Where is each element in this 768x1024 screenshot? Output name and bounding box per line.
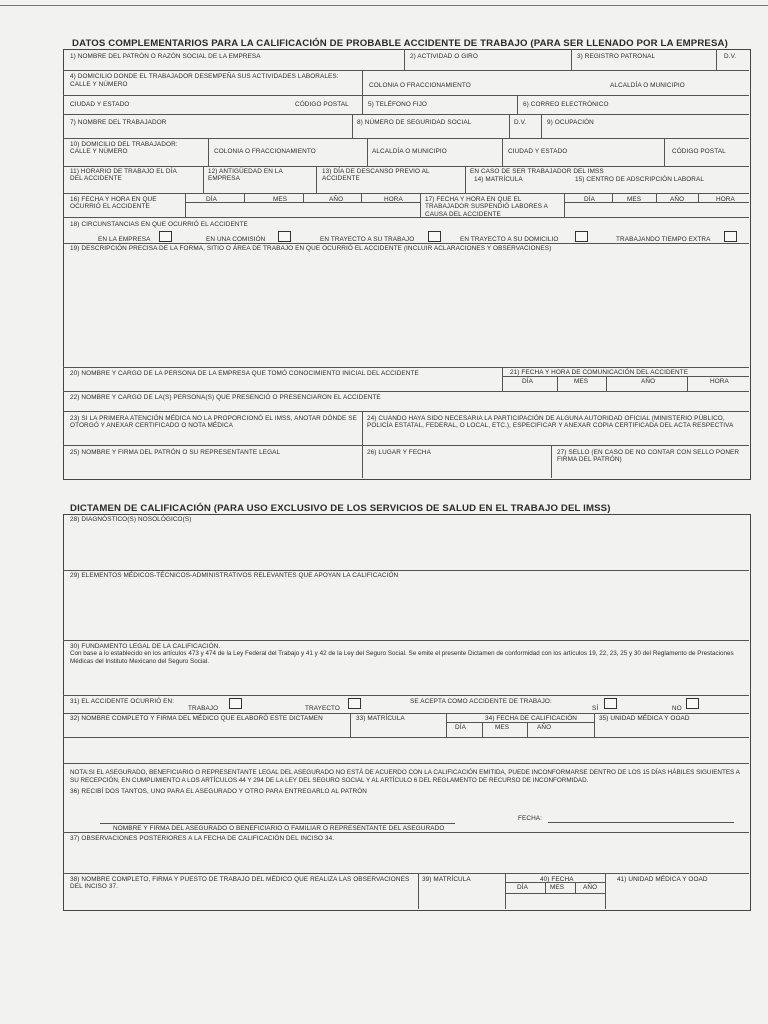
colonia2-label: COLONIA O FRACCIONAMIENTO [214,148,316,155]
nota-text: NOTA:SI EL ASEGURADO, BENEFICIARIO O REPRESENTANTE LEGAL DEL ASEGURADO NO ESTÁ DE ACUERDO CON LA CALIFICACIÓN EMITIDA, PUEDE INCONFORMARSE DENTRO DE LOS 15 DÍAS HÁBILES SIGUIENTES A SU RECEPCIÓN, EN CUMPLIMIENTO A LOS ARTÍCULOS 44 Y 294 DE LA LEY DEL SEGURO SOCIAL Y AL ARTÍCULO 6 DEL REGLAMENTO DE RECURSO DE INCONFORMIDAD. [70,769,740,784]
field-33-label: 33) MATRÍCULA [356,715,405,722]
field-9-label: 9) OCUPACIÓN [547,119,594,126]
field-23-label: 23) SI LA PRIMERA ATENCIÓN MÉDICA NO LA PROPORCIONÓ EL IMSS, ANOTAR DÓNDE SE OTORGÓ Y ANEXAR CERTIFICADO O NOTA MÉDICA [70,415,357,430]
acepta-label: SE ACEPTA COMO ACCIDENTE DE TRABAJO: [410,698,552,705]
field-25-label: 25) NOMBRE Y FIRMA DEL PATRÓN O SU REPRESENTANTE LEGAL [70,449,281,456]
trayecto-label: TRAYECTO [305,705,341,712]
field-14-label: 14) MATRÍCULA [474,176,523,183]
cp2-label: CÓDIGO POSTAL [672,148,726,155]
field-1-label: 1) NOMBRE DEL PATRÓN O RAZÓN SOCIAL DE LA EMPRESA [70,53,261,60]
f17-dia: DÍA [584,196,595,203]
field-17-label: 17) FECHA Y HORA EN QUE EL TRABAJADOR SUSPENDIÓ LABORES A CAUSA DEL ACCIDENTE [425,196,548,218]
field-40-label: 40) FECHA [540,876,574,883]
f34-anio: AÑO [537,724,552,731]
f16-dia: DÍA [206,196,217,203]
field-5-label: 5) TELÉFONO FIJO [368,101,428,108]
alcaldia2-label: ALCALDÍA O MUNICIPIO [372,148,447,155]
cp-label: CÓDIGO POSTAL [295,101,349,108]
field-16-label: 16) FECHA Y HORA EN QUE OCURRIÓ EL ACCIDENTE [70,196,157,211]
f16-anio: AÑO [329,196,344,203]
circ-empresa-label: EN LA EMPRESA [98,236,151,243]
no-checkbox[interactable] [686,698,699,709]
field-6-label: 6) CORREO ELECTRÓNICO [523,101,609,108]
f40-mes: MES [550,884,565,891]
colonia-label: COLONIA O FRACCIONAMIENTO [369,82,471,89]
field-34-label: 34) FECHA DE CALIFICACIÓN [485,715,577,722]
imss-worker-label: EN CASO DE SER TRABAJADOR DEL IMSS [470,168,604,175]
f34-mes: MES [495,724,510,731]
section1-title: DATOS COMPLEMENTARIOS PARA LA CALIFICACIÓN DE PROBABLE ACCIDENTE DE TRABAJO (PARA SER LLENADO POR LA EMPRESA) [72,38,728,49]
f16-mes: MES [273,196,288,203]
field-30-text: Con base a lo establecido en los artículos 473 y 474 de la Ley Federal del Trabajo y 41 y 42 de la Ley del Seguro Social. Se emite el presente Dictamen de conformidad con los artículos 19, 22, 23, 25 y 30 del Reglamento de Prestaciones Médicas del Instituto Mexicano del Seguro Social. [70,650,734,665]
field-22-label: 22) NOMBRE Y CARGO DE LA(S) PERSONA(S) QUE PRESENCIÓ O PRESENCIARON EL ACCIDENTE [70,394,381,401]
calle2-label: CALLE Y NÚMERO [70,148,128,155]
circ-trayecto-domicilio-checkbox[interactable] [575,231,588,242]
field-3-label: 3) REGISTRO PATRONAL [577,53,656,60]
f40-anio: AÑO [583,884,598,891]
field-7-label: 7) NOMBRE DEL TRABAJADOR [70,119,167,126]
circ-empresa-checkbox[interactable] [159,231,172,242]
field-27-label: 27) SELLO (EN CASO DE NO CONTAR CON SELLO PONER FIRMA DEL PATRÓN) [557,449,740,464]
field-30-label: 30) FUNDAMENTO LEGAL DE LA CALIFICACIÓN. [70,643,221,650]
circ-comision-checkbox[interactable] [278,231,291,242]
alcaldia-label: ALCALDÍA O MUNICIPIO [610,82,685,89]
dv-label: D.V. [724,53,737,60]
trayecto-checkbox[interactable] [348,698,361,709]
f34-dia: DÍA [455,724,466,731]
field-8-label: 8) NÚMERO DE SEGURIDAD SOCIAL [357,119,472,126]
field-26-label: 26) LUGAR Y FECHA [367,449,431,456]
circ-tiempo-extra-label: TRABAJANDO TIEMPO EXTRA [616,236,711,243]
field-19-label: 19) DESCRIPCIÓN PRECISA DE LA FORMA, SITIO O ÁREA DE TRABAJO EN QUE OCURRIÓ EL ACCIDENTE (INCLUIR ACLARACIONES Y OBSERVACIONES) [70,245,552,252]
circ-trayecto-domicilio-label: EN TRAYECTO A SU DOMICILIO [460,236,559,243]
f21-hora: HORA [710,378,729,385]
field-13-label: 13) DÍA DE DESCANSO PREVIO AL ACCIDENTE [322,168,430,183]
field-2-label: 2) ACTIVIDAD O GIRO [410,53,478,60]
field-38-label: 38) NOMBRE COMPLETO, FIRMA Y PUESTO DE TRABAJO DEL MÉDICO QUE REALIZA LAS OBSERVACIONES DEL INCISO 37. [70,876,410,891]
calle-label: CALLE Y NÚMERO [70,81,128,88]
circ-tiempo-extra-checkbox[interactable] [724,231,737,242]
field-39-label: 39) MATRÍCULA [422,876,471,883]
trabajo-label: TRABAJO [188,705,219,712]
f21-anio: AÑO [641,378,656,385]
f17-mes: MES [627,196,642,203]
field-29-label: 29) ELEMENTOS MÉDICOS-TÉCNICOS-ADMINISTRATIVOS RELEVANTES QUE APOYAN LA CALIFICACIÓN [70,572,399,579]
field-20-label: 20) NOMBRE Y CARGO DE LA PERSONA DE LA EMPRESA QUE TOMÓ CONOCIMIENTO INICIAL DEL ACCIDENTE [70,370,419,377]
si-label: SÍ [592,705,599,712]
field-12-label: 12) ANTIGÜEDAD EN LA EMPRESA [208,168,283,183]
field-35-label: 35) UNIDAD MÉDICA Y OOAD [599,715,690,722]
field-37-label: 37) OBSERVACIONES POSTERIORES A LA FECHA DE CALIFICACIÓN DEL INCISO 34. [70,835,335,842]
fecha-label: FECHA: [518,815,543,822]
ciudad2-label: CIUDAD Y ESTADO [508,148,568,155]
circ-trayecto-trabajo-label: EN TRAYECTO A SU TRABAJO [320,236,415,243]
field-10-label: 10) DOMICILIO DEL TRABAJADOR: [70,141,178,148]
no-label: NO [672,705,682,712]
circ-trayecto-trabajo-checkbox[interactable] [428,231,441,242]
ciudad-label: CIUDAD Y ESTADO [70,101,130,108]
field-18-label: 18) CIRCUNSTANCIAS EN QUE OCURRIÓ EL ACCIDENTE [70,221,248,228]
trabajo-checkbox[interactable] [229,698,242,709]
firma-asegurado-label: NOMBRE Y FIRMA DEL ASEGURADO O BENEFICIARIO O FAMILIAR O REPRESENTANTE DEL ASEGURADO [113,825,445,832]
si-checkbox[interactable] [604,698,617,709]
field-41-label: 41) UNIDAD MÉDICA Y OOAD [617,876,708,883]
dv2-label: D.V. [514,119,527,126]
f21-mes: MES [574,378,589,385]
f17-hora: HORA [716,196,735,203]
f16-hora: HORA [384,196,403,203]
field-24-label: 24) CUANDO HAYA SIDO NECESARIA LA PARTICIPACIÓN DE ALGUNA AUTORIDAD OFICIAL (MINISTERIO PÚBLICO, POLICÍA ESTATAL, FEDERAL, O LOCAL, ETC.), ESPECIFICAR Y ANEXAR COPIA CERTIFICADA DEL ACTA RESPECTIVA [367,415,734,430]
f40-dia: DÍA [517,884,528,891]
top-rule [0,5,768,6]
circ-comision-label: EN UNA COMISIÓN [206,236,266,243]
f21-dia: DÍA [522,378,533,385]
section2-title: DICTAMEN DE CALIFICACIÓN (PARA USO EXCLUSIVO DE LOS SERVICIOS DE SALUD EN EL TRABAJO DEL IMSS) [70,503,611,514]
field-4-label: 4) DOMICILIO DONDE EL TRABAJADOR DESEMPEÑA SUS ACTIVIDADES LABORALES: [70,73,339,80]
field-32-label: 32) NOMBRE COMPLETO Y FIRMA DEL MÉDICO QUE ELABORÓ ESTE DICTAMEN [70,715,323,722]
field-15-label: 15) CENTRO DE ADSCRIPCIÓN LABORAL [575,176,705,183]
field-36-label: 36) RECIBÍ DOS TANTOS, UNO PARA EL ASEGURADO Y OTRO PARA ENTREGARLO AL PATRÓN [70,788,368,795]
f17-anio: AÑO [670,196,685,203]
field-11-label: 11) HORARIO DE TRABAJO EL DÍA DEL ACCIDENTE [70,168,177,183]
field-31-label: 31) EL ACCIDENTE OCURRIÓ EN: [70,698,175,705]
field-28-label: 28) DIAGNÓSTICO(S) NOSOLÓGICO(S) [70,516,192,523]
field-21-label: 21) FECHA Y HORA DE COMUNICACIÓN DEL ACCIDENTE [510,369,689,376]
